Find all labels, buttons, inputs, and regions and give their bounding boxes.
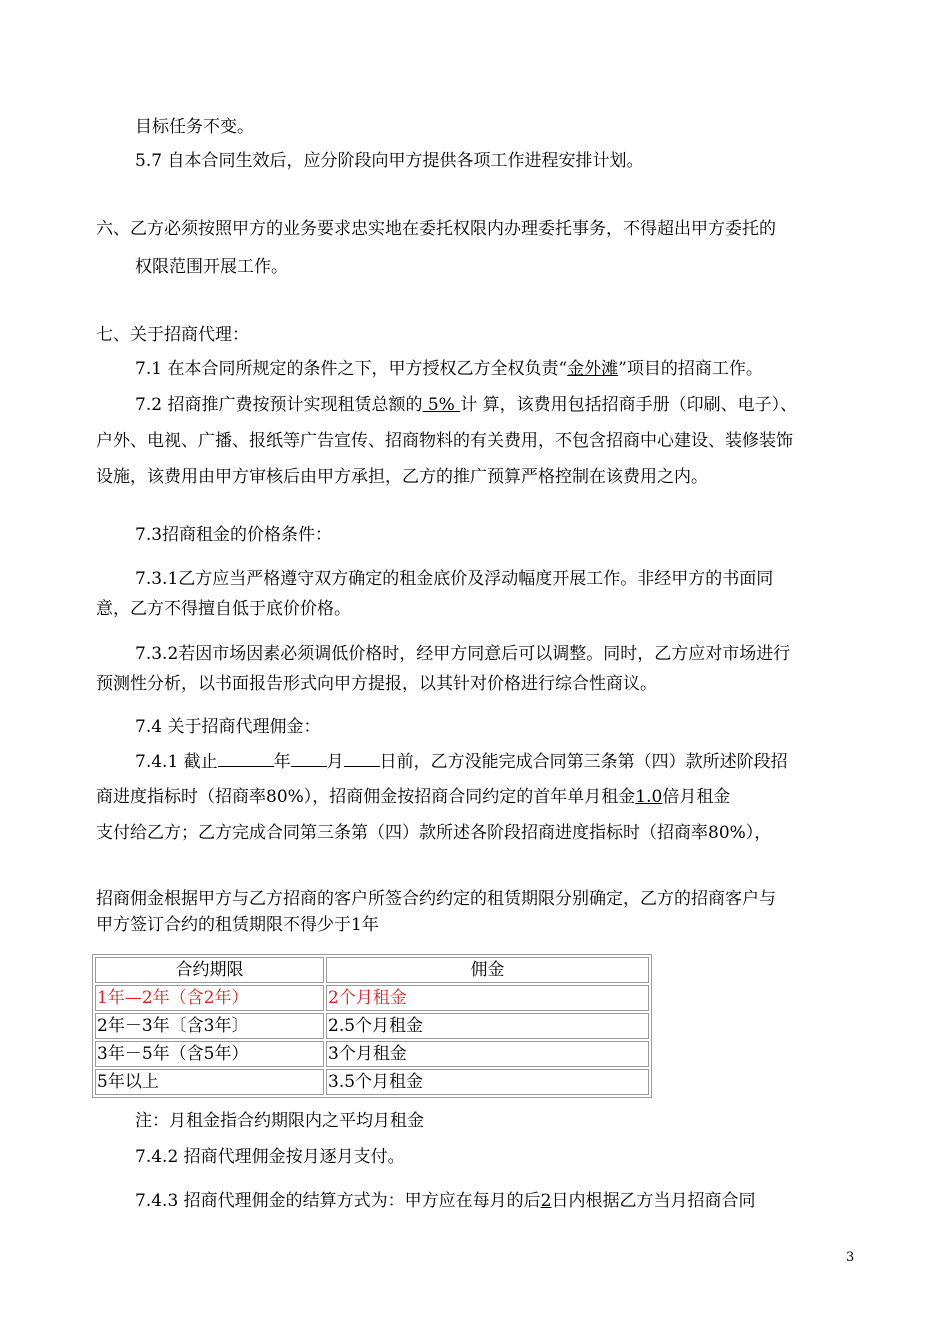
- text-span: 倍月租金: [662, 787, 731, 807]
- clause-7-4: 7.4 关于招商代理佣金：: [135, 717, 321, 737]
- table-header-cell: 合约期限: [95, 957, 324, 983]
- text-line: 5.7 自本合同生效后，应分阶段向甲方提供各项工作进程安排计划。: [135, 151, 644, 171]
- text-span: 7.4.1 截止: [135, 752, 218, 772]
- table-cell: 3.5个月租金: [326, 1069, 649, 1095]
- table-cell: 5年以上: [95, 1069, 324, 1095]
- section-six-heading: 六、乙方必须按照甲方的业务要求忠实地在委托权限内办理委托事务，不得超出甲方委托的: [96, 219, 776, 239]
- project-name: 金外滩: [567, 359, 619, 379]
- text-span: 7.2 招商推广费按预计实现租赁总额的: [135, 395, 423, 415]
- clause-7-4-1: [135, 750, 788, 773]
- table-note: 注：月租金指合约期限内之平均月租金: [135, 1111, 424, 1131]
- text-line: [96, 786, 730, 808]
- text-span: 商进度指标时（招商率80%），招商佣金按招商合同约定的首年单月租金: [96, 787, 636, 807]
- text-line: 甲方签订合约的租赁期限不得少于1年: [96, 915, 379, 935]
- table-cell: 2年－3年〔含3年〕: [95, 1013, 324, 1039]
- table-header-cell: 佣金: [326, 957, 649, 983]
- section-seven-heading: 七、关于招商代理：: [96, 325, 249, 345]
- clause-7-3-1: 7.3.1乙方应当严格遵守双方确定的租金底价及浮动幅度开展工作。非经甲方的书面同: [135, 569, 774, 589]
- blank-day: [344, 750, 380, 767]
- text-line: 目标任务不变。: [135, 117, 254, 137]
- days-value: 2: [540, 1191, 552, 1211]
- table-cell: 2.5个月租金: [326, 1013, 649, 1039]
- commission-table: [92, 954, 652, 1098]
- percent-value: 5%: [422, 395, 461, 415]
- table-row: [95, 1013, 649, 1039]
- table-cell: 2个月租金: [326, 985, 649, 1011]
- text-line: 设施，该费用由甲方审核后由甲方承担，乙方的推广预算严格控制在该费用之内。: [96, 467, 708, 487]
- text-span: 计 算，该费用包括招商手册（印刷、电子）、: [460, 395, 798, 415]
- text-span: 7.1 在本合同所规定的条件之下，甲方授权乙方全权负责“: [135, 359, 568, 379]
- text-line: 支付给乙方；乙方完成合同第三条第（四）款所述各阶段招商进度指标时（招商率80%），: [96, 823, 772, 843]
- table-row: [95, 985, 649, 1011]
- clause-7-3: 7.3招商租金的价格条件：: [135, 525, 333, 545]
- clause-7-2: [135, 394, 797, 416]
- text-span: 月: [326, 752, 344, 772]
- page-number: 3: [846, 1250, 855, 1265]
- text-line: 招商佣金根据甲方与乙方招商的客户所签合约约定的租赁期限分别确定，乙方的招商客户与: [96, 889, 776, 909]
- table-cell: 3年－5年（含5年）: [95, 1041, 324, 1067]
- clause-7-4-3: [135, 1190, 756, 1212]
- table-cell: 1年—2年（含2年）: [95, 985, 324, 1011]
- text-line: 权限范围开展工作。: [135, 257, 288, 277]
- table-cell: 3个月租金: [326, 1041, 649, 1067]
- text-span: ”项目的招商工作。: [618, 359, 763, 379]
- blank-year: [218, 750, 274, 767]
- text-span: 年: [273, 752, 291, 772]
- text-line: 户外、电视、广播、报纸等广告宣传、招商物料的有关费用，不包含招商中心建设、装修装饰: [96, 431, 793, 451]
- text-span: 日内根据乙方当月招商合同: [551, 1191, 756, 1211]
- blank-month: [291, 750, 327, 767]
- text-span: 日前，乙方没能完成合同第三条第（四）款所述阶段招: [379, 752, 788, 772]
- text-line: 意，乙方不得擅自低于底价价格。: [96, 599, 351, 619]
- table-row: [95, 1069, 649, 1095]
- clause-7-3-2: 7.3.2若因市场因素必须调低价格时，经甲方同意后可以调整。同时，乙方应对市场进行: [135, 644, 791, 664]
- multiplier-value: 1.0: [635, 787, 663, 807]
- table-row: [95, 1041, 649, 1067]
- clause-7-4-2: 7.4.2 招商代理佣金按月逐月支付。: [135, 1147, 405, 1167]
- table-header-row: [95, 957, 649, 983]
- clause-7-1: [135, 358, 763, 380]
- text-span: 7.4.3 招商代理佣金的结算方式为：甲方应在每月的后: [135, 1191, 541, 1211]
- text-line: 预测性分析，以书面报告形式向甲方提报，以其针对价格进行综合性商议。: [96, 674, 657, 694]
